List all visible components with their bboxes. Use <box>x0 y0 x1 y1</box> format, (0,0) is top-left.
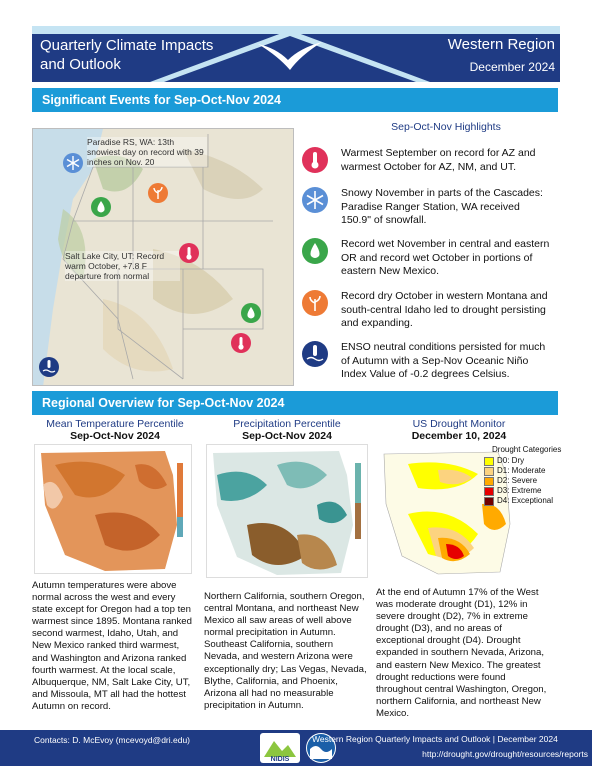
temperature-percentile-map <box>34 444 192 574</box>
drought-legend-title: Drought Categories <box>492 445 562 454</box>
legend-swatch <box>484 467 494 476</box>
legend-item-d3 <box>484 486 584 496</box>
report-title-line2: and Outlook <box>40 56 121 73</box>
drought-panel-title: US Drought Monitor <box>412 418 506 430</box>
legend-swatch <box>484 487 494 496</box>
legend-swatch <box>484 457 494 466</box>
snowflake-icon <box>302 187 328 213</box>
highlight-item <box>300 341 592 381</box>
report-title-line1: Quarterly Climate Impacts <box>40 37 214 54</box>
legend-label: D0: Dry <box>497 456 525 465</box>
drought-plant-icon <box>302 290 328 316</box>
nidis-logo <box>260 733 300 763</box>
callout-paradise: Paradise RS, WA: 13th snowiest day on record with 39 inches on Nov. 20 <box>87 137 207 167</box>
highlight-text: Record wet November in central and eastern OR and record wet October in portions of eastern New Mexico. <box>341 238 550 277</box>
drought-plant-icon <box>148 183 168 203</box>
precipitation-panel-title: Precipitation Percentile <box>233 418 341 430</box>
raindrop-icon <box>302 238 328 264</box>
highlight-text: Record dry October in western Montana and south-central Idaho led to drought persisting and expanding. <box>341 290 548 329</box>
temperature-panel-title: Mean Temperature Percentile <box>46 418 184 430</box>
reports-link[interactable]: http://drought.gov/drought/resources/reports <box>422 749 588 759</box>
legend-label: D2: Severe <box>497 476 538 485</box>
enso-thermometer-icon <box>302 341 328 367</box>
enso-thermometer-icon <box>39 357 59 377</box>
region-name: Western Region <box>447 36 555 53</box>
drought-summary: At the end of Autumn 17% of the West was moderate drought (D1), 12% in severe drought (D2), 7% in extreme drought (D3), and no areas of exceptional drought (D4). Drought expanded in southern Nevada, Arizona, and eastern New Mexico. The greatest drought reductions were found throughout central Washington, Oregon, northern California, and northeast New Mexico. <box>376 587 547 719</box>
legend-item-d4 <box>484 496 584 506</box>
highlight-text: Warmest September on record for AZ and warmest October for AZ, NM, and UT. <box>341 147 536 173</box>
drought-legend <box>484 445 584 506</box>
temperature-panel-subtitle: Sep-Oct-Nov 2024 <box>70 430 160 442</box>
raindrop-icon <box>91 197 111 217</box>
highlight-item <box>300 187 592 227</box>
callout-salt-lake-city: Salt Lake City, UT: Record warm October, +7.8 F departure from normal <box>65 251 180 281</box>
legend-swatch <box>484 497 494 506</box>
report-info: Western Region Quarterly Impacts and Outlook | December 2024 <box>312 734 558 744</box>
thermometer-icon <box>179 243 199 263</box>
drought-panel-subtitle: December 10, 2024 <box>411 430 507 442</box>
legend-label: D4: Exceptional <box>497 496 554 505</box>
contact-info: Contacts: D. McEvoy (mcevoyd@dri.edu) <box>34 735 191 745</box>
thermometer-icon <box>302 147 328 173</box>
snowflake-icon <box>63 153 83 173</box>
nidis-logo-text: NIDIS <box>270 756 290 763</box>
precipitation-percentile-map <box>206 444 368 578</box>
precipitation-panel-subtitle: Sep-Oct-Nov 2024 <box>242 430 332 442</box>
legend-item-d1 <box>484 466 584 476</box>
highlight-text: ENSO neutral conditions persisted for much of Autumn with a Sep-Nov Oceanic Niño Index Value of -0.2 degrees Celsius. <box>341 341 546 380</box>
highlight-item <box>300 147 592 187</box>
highlight-item <box>300 238 592 278</box>
thermometer-icon <box>231 333 251 353</box>
highlight-item <box>300 290 592 330</box>
highlight-text: Snowy November in parts of the Cascades: Paradise Ranger Station, WA received 150.9" of snowfall. <box>341 187 543 226</box>
temperature-summary: Autumn temperatures were above normal across the west and every state except for Oregon had a top ten warmest since 1895. Montana ranked second warmest, Idaho, Utah, and New Mexico ranked third warmest, and Washington and Arizona ranked fourth warmest. At the local scale, Albuquerque, NM, Salt Lake City, UT, and Missoula, MT all had the hottest Autumn on record. <box>32 580 192 712</box>
precipitation-summary: Northern California, southern Oregon, central Montana, and northeast New Mexico all saw areas of well above normal precipitation in Autumn. Southeast California, southern Nevada, and western Arizona were exceptionally dry; Las Vegas, Nevada, Blythe, California, and Phoenix, Arizona all had no measurable precipitation in Autumn. <box>204 591 367 711</box>
legend-label: D1: Moderate <box>497 466 546 475</box>
highlights-title: Sep-Oct-Nov Highlights <box>391 121 501 133</box>
significant-events-bar: Significant Events for Sep-Oct-Nov 2024 <box>32 88 558 112</box>
legend-item-d2 <box>484 476 584 486</box>
legend-swatch <box>484 477 494 486</box>
report-title <box>40 36 300 74</box>
events-map <box>32 128 294 386</box>
report-date: December 2024 <box>469 60 555 74</box>
legend-label: D3: Extreme <box>497 486 542 495</box>
regional-overview-bar: Regional Overview for Sep-Oct-Nov 2024 <box>32 391 558 415</box>
raindrop-icon <box>241 303 261 323</box>
legend-item-d0 <box>484 456 584 466</box>
